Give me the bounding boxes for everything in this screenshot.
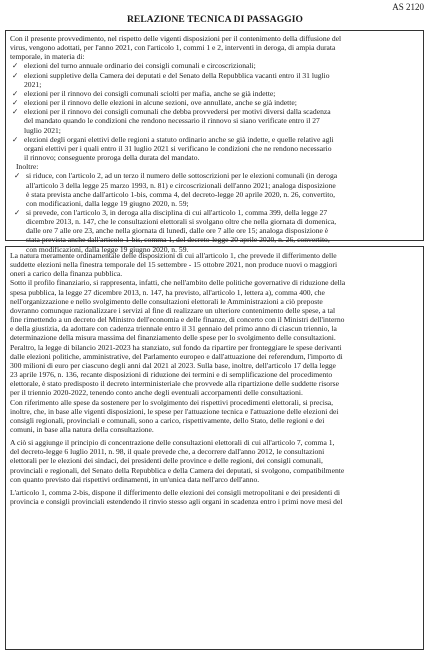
text-line: dalle ore 7 alle ore 23, anche nella giornata di lunedì, dalle ore 7 alle ore 15; analoga disposizione è xyxy=(26,226,329,236)
text-line: e della giustizia, da adottare con cadenza triennale entro il 31 gennaio del primo anno di ciascun triennio, la xyxy=(10,324,337,334)
bullet-line: ✓ si riduce, con l'articolo 2, ad un terzo il numero delle sottoscrizioni per le elezioni comunali (in deroga xyxy=(10,171,419,180)
text-line: L'articolo 1, comma 2-bis, dispone il differimento delle elezioni dei consigli metropolitani e dei presidenti di xyxy=(10,487,340,497)
financial-box xyxy=(5,246,424,650)
text-line: 2021; xyxy=(24,79,42,89)
text-line: Sotto il profilo finanziario, si rappresenta, infatti, che nell'ambito delle politiche governative di riduzione della xyxy=(10,278,346,288)
text-line: spesa pubblica, la legge 27 dicembre 2013, n. 147, ha previsto, all'articolo 1, lettera a), comma 400, che xyxy=(10,287,325,297)
text-line: del decreto-legge 6 luglio 2011, n. 98, il quale prevede che, a decorrere dall'anno 2012, le consultazioni xyxy=(10,447,325,457)
text-line: provincia e consigli provinciali estendendo il rinvio stesso agli organi in scadenza entro i primi nove mesi del xyxy=(10,497,343,507)
text-line: Inoltre: xyxy=(16,162,39,172)
text-line: oneri a carico della finanza pubblica. xyxy=(10,269,123,279)
bullet-line: ✓ elezioni per il rinnovo dei consigli comunali sciolti per mafia, anche se già indette; xyxy=(10,89,419,98)
text-line: determinazione della misura massima del finanziamento delle spese per lo svolgimento delle consultazioni. xyxy=(10,333,336,343)
bullet-line: ✓ elezioni del turno annuale ordinario dei consigli comunali e circoscrizionali; xyxy=(10,61,419,70)
page-title: RELAZIONE TECNICA DI PASSAGGIO xyxy=(126,15,304,25)
bullet-line: ✓ elezioni suppletive della Camera dei deputati e del Senato della Repubblica vacanti entro il 31 luglio xyxy=(10,71,419,80)
text-line: comuni, in base alla natura della consultazione. xyxy=(10,424,154,434)
bullet-line: ✓ elezioni per il rinnovo delle elezioni in alcune sezioni, ove annullate, anche se già indette; xyxy=(10,98,419,107)
text-line: fine rimettendo a un decreto del Ministro dell'economia e delle finanze, di concerto con il Ministri dell'interno xyxy=(10,315,345,325)
text-line: inoltre, che, in base alle vigenti disposizioni, le spese per l'attuazione tecnica e l'attuazione delle elezioni dei xyxy=(10,406,339,416)
bullet-line: ✓ si prevede, con l'articolo 3, in deroga alla disciplina di cui all'articolo 1, comma 399, della legge 27 xyxy=(10,208,419,217)
text-line: Con riferimento alle spese da sostenere per lo svolgimento dei rispettivi procedimenti elettorali, si precisa, xyxy=(10,397,334,407)
text-line: suddette elezioni nella finestra temporale del 15 settembre - 15 ottobre 2021, non produce nuovi o maggiori xyxy=(10,260,338,270)
text-line: elettorale, è stato predisposto il decreto interministeriale che provvede alla ripartizione delle suddette risorse xyxy=(10,379,339,389)
text-line: del mandato quando le condizioni che rendono necessario il rinnovo si siano verificate entro il 27 xyxy=(24,116,320,126)
text-line: La natura meramente ordinamentale delle disposizioni di cui all'articolo 1, che prevede il differimento delle xyxy=(10,251,337,260)
text-line: per il triennio 2020-2022, tenendo conto anche degli eventuali accorpamenti delle consultazioni. xyxy=(10,388,303,398)
text-line: 23 aprile 1976, n. 136, recante disposizioni di riduzione dei termini e di semplificazione del procedimento xyxy=(10,370,333,380)
text-line: provinciali e regionali, del Senato della Repubblica e della Camera dei deputati, si svolgono, compatibilmente xyxy=(10,465,345,475)
text-line: all'articolo 3 della legge 25 marzo 1993, n. 81) e circoscrizionali dell'anno 2021; analoga disposizione xyxy=(26,180,336,190)
text-line: 300 milioni di euro per ciascuno degli anni dal 2021 al 2023. Sulla base, inoltre, dell'articolo 17 della legge xyxy=(10,360,336,370)
text-line: A ciò si aggiunge il principio di concentrazione delle consultazioni elettorali di cui all'articolo 7, comma 1, xyxy=(10,438,335,448)
text-line: il rinnovo; conseguente proroga della durata del mandato. xyxy=(24,153,200,163)
text-line: Peraltro, la legge di bilancio 2021-2023 ha stanziato, sul fondo da ripartire per fronteggiare le spese derivanti xyxy=(10,342,342,352)
text-line: con modificazioni, dalla legge 19 giugno 2020, n. 59. xyxy=(26,244,189,254)
text-line: Con il presente provvedimento, nel rispetto delle vigenti disposizioni per il contenimento della diffusione del xyxy=(10,34,342,43)
text-line: è stata prevista anche dall'articolo 1-bis, comma 4, del decreto-legge 20 aprile 2020, n. 26, convertito, xyxy=(26,189,336,199)
text-line: dalle elezioni politiche, amministrative, del Parlamento europeo e dall'attuazione dei referendum, l'importo di xyxy=(10,351,343,361)
text-line: con quanto previsto dai rispettivi ordinamenti, in un'unica data nell'arco dell'anno. xyxy=(10,474,260,484)
bullet-line: ✓ elezioni degli organi elettivi delle regioni a statuto ordinario anche se già indette, e quelle relative agli xyxy=(10,135,419,144)
text-line: virus, vengono adottati, per l'anno 2021, con l'articolo 1, commi 1 e 2, interventi in deroga, di ampia durata xyxy=(10,43,336,53)
text-line: dovranno comunque razionalizzare i servizi al fine di realizzare un ulteriore contenimento delle spese, a tal xyxy=(10,305,336,315)
text-line: nell'organizzazione e nello svolgimento delle consultazioni elettorali le Amministrazioni a ciò preposte xyxy=(10,296,323,306)
summary-box xyxy=(5,30,424,254)
document-code: AS 2120 xyxy=(392,2,424,12)
text-line: consigli regionali, provinciali e comunali, sono a carico, rispettivamente, dello Stato, delle regioni e dei xyxy=(10,415,325,425)
text-line: luglio 2021; xyxy=(24,125,61,135)
text-line: stata prevista anche dall'articolo 1-bis, comma 1, del decreto-legge 20 aprile 2020, n. 26, convertito, xyxy=(26,235,330,245)
text-line: organi elettivi per i quali entro il 31 luglio 2021 si verificano le condizioni che ne rendono necessario xyxy=(24,143,332,153)
text-line: temporale, in materia di: xyxy=(10,52,85,62)
text-line: elettorali per le elezioni dei sindaci, dei presidenti delle province e delle regioni, dei consigli comunali, xyxy=(10,456,323,466)
text-line: con modificazioni, dalla legge 19 giugno 2020, n. 59; xyxy=(26,198,189,208)
bullet-line: ✓ elezioni per il rinnovo dei consigli comunali che debba provvedersi per motivi diversi dalla scadenza xyxy=(10,107,419,116)
text-line: dicembre 2013, n. 147, che le consultazioni elettorali si svolgano oltre che nella giornata di domenica, xyxy=(26,217,337,227)
